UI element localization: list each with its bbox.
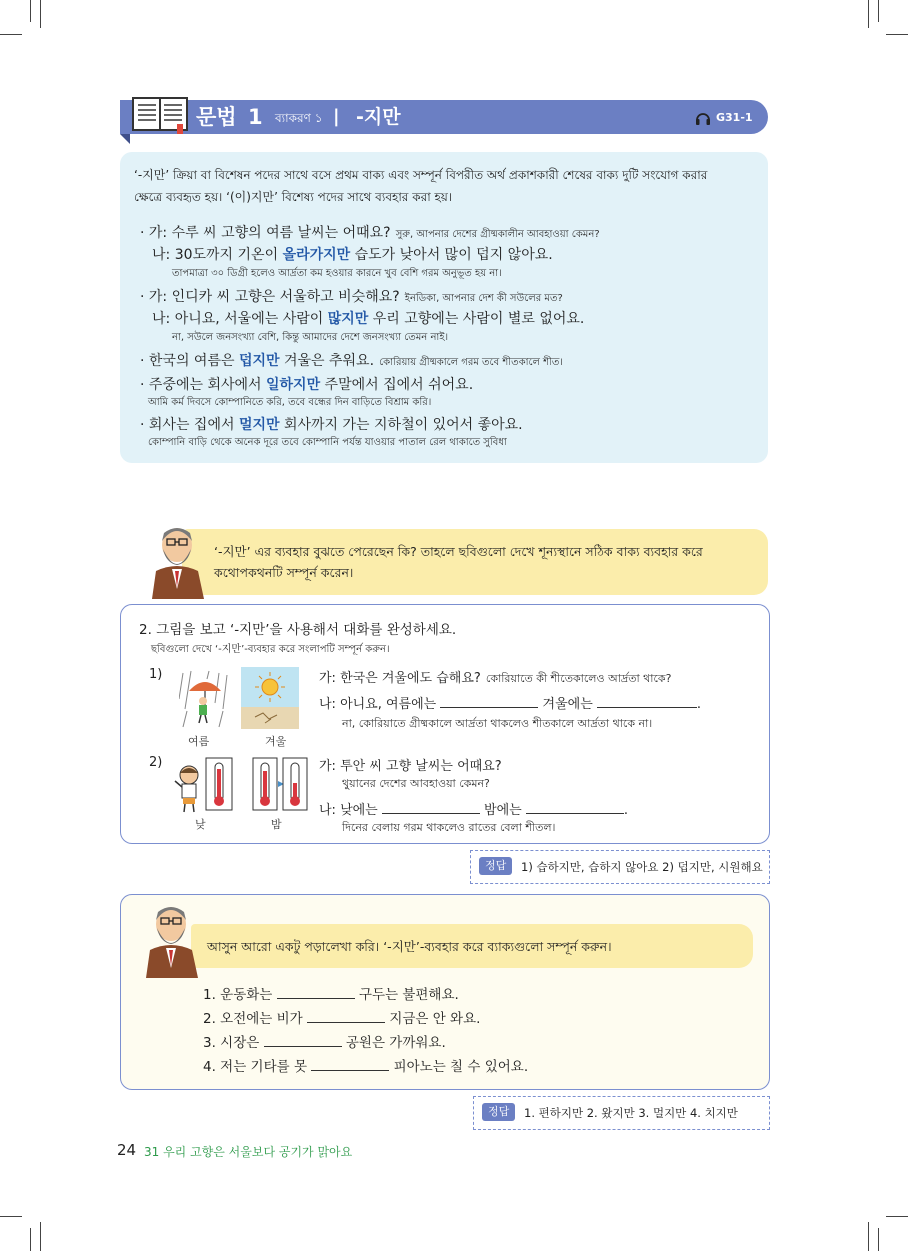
bubble-text: কথোপকথনটি সম্পূর্ন করেন। [214, 565, 354, 580]
blank-input[interactable] [382, 801, 480, 814]
image-label: 겨울 [265, 735, 287, 748]
practice-item: 2. 오전에는 비가 지금은 안 와요. [203, 1011, 481, 1027]
practice-box [120, 894, 770, 1090]
example-translation: তাপমাত্রা ৩০ ডিগ্রী হলেও আর্দ্রতা কম হওয়ার কারনে খুব বেশি গরম অনুভূত হয় না। [172, 268, 502, 279]
example-question: · 가: 인디카 씨 고향은 서울하고 비슷해요? ইনডিকা, আপনার দেশ কী সউলের মত? [140, 289, 563, 305]
exercise-title: 2. 그림을 보고 ‘-지만’을 사용해서 대화를 완성하세요. [139, 622, 457, 638]
blank-input[interactable] [264, 1034, 342, 1047]
example-translation: না, সউলে জনসংখ্যা বেশি, কিন্তু আমাদের দেশে জনসংখ্যা তেমন নাই। [172, 332, 449, 343]
answer-box [470, 850, 770, 884]
example-sentence: · 한국의 여름은 덥지만 겨울은 추워요. কোরিয়ায় গ্রীষ্মকালে গরম তবে শীতকালে শীত। [140, 353, 564, 369]
answer-tag: 정답 [479, 857, 512, 875]
example-question: · 가: 수루 씨 고향의 여름 날씨는 어때요? সুরু, আপনার দেশের গ্রীষ্মকালীন আবহাওয়া কেমন? [140, 225, 600, 241]
item-number: 1) [149, 667, 163, 682]
header-tail [120, 134, 130, 144]
dialogue-translation: দিনের বেলায় গরম থাকলেও রাতের বেলা শীতল। [342, 821, 556, 834]
practice-item: 3. 시장은 공원은 가까워요. [203, 1035, 446, 1051]
image-label: 여름 [188, 735, 210, 748]
dialogue-question: 가: 투안 씨 고향 날씨는 어때요? [319, 759, 502, 774]
blank-input[interactable] [526, 801, 624, 814]
audio-track-code: G31-1 [716, 111, 753, 124]
thermometer-cold-icon [252, 757, 308, 811]
image-label: 밤 [271, 818, 282, 831]
crop-mark [878, 0, 879, 22]
answer-box [473, 1096, 770, 1130]
crop-mark [868, 0, 869, 28]
practice-item: 4. 저는 기타를 못 피아노는 칠 수 있어요. [203, 1059, 529, 1075]
practice-item: 1. 운동화는 구두는 불편해요. [203, 987, 459, 1003]
example-answer: 나: 30도까지 기온이 올라가지만 습도가 낮아서 많이 덥지 않아요. [152, 247, 553, 263]
crop-mark [30, 1228, 31, 1251]
image-label: 낮 [195, 818, 206, 831]
dialogue-translation: না, কোরিয়াতে গ্রীষ্মকালে আর্দ্রতা থাকলেও শীতকালে আর্দ্রতা থাকে না। [342, 717, 653, 730]
blank-input[interactable] [311, 1058, 389, 1071]
bubble-text: ‘-지만’ এর ব্যবহার বুঝতে পেরেছেন কি? তাহলে ছবিগুলো দেখে শূন্যস্থানে সঠিক বাক্য ব্যবহার করে [214, 544, 703, 559]
exercise-box [120, 604, 770, 844]
bubble-text: আসুন আরো একটু পড়ালেখা করি। ‘-지만’-ব্যবহার করে ব্যাক্যগুলো সম্পূর্ন করুন। [207, 939, 612, 954]
crop-mark [0, 1216, 22, 1217]
blank-input[interactable] [307, 1010, 385, 1023]
dialogue-answer: 나: 낮에는 밤에는 . [319, 803, 628, 818]
headphones-icon[interactable] [695, 110, 711, 126]
example-translation: কোম্পানি বাড়ি থেকে অনেক দূরে তবে কোম্পানি পর্যন্ত যাওয়ার পাতাল রেল থাকাতে সুবিধা [148, 437, 507, 448]
dialogue-question: 가: 한국은 겨울에도 습해요? কোরিয়াতে কী শীতেকালেও আর্দ্রতা থাকে? [319, 671, 672, 686]
crop-mark [0, 34, 22, 35]
answer-text: 1. 편하지만 2. 왔지만 3. 멀지만 4. 치지만 [524, 1106, 738, 1120]
exercise-subtitle: ছবিগুলো দেখে ‘-지만’-ব্যবহার করে সংলাপটি সম্পূর্ন করুন। [151, 644, 390, 655]
crop-mark [30, 0, 31, 22]
crop-mark [878, 1228, 879, 1251]
example-sentence: · 주중에는 회사에서 일하지만 주말에서 집에서 쉬어요. [140, 377, 474, 393]
blank-input[interactable] [597, 695, 697, 708]
open-book-icon [131, 94, 189, 134]
blank-input[interactable] [277, 986, 355, 999]
item-number: 2) [149, 755, 163, 770]
answer-text: 1) 습하지만, 습하지 않아요 2) 덥지만, 시원해요 [521, 860, 763, 874]
thermometer-hot-icon [205, 757, 233, 811]
header-number: 1 [248, 105, 263, 129]
crop-mark [40, 0, 41, 28]
header-grammar: -지만 [356, 106, 401, 128]
grammar-explanation-box [120, 152, 768, 463]
example-answer: 나: 아니요, 서울에는 사람이 많지만 우리 고향에는 사람이 별로 없어요. [152, 311, 585, 327]
crop-mark [886, 34, 908, 35]
header-title: 문법 [196, 105, 237, 129]
answer-tag: 정답 [482, 1103, 515, 1121]
blank-input[interactable] [440, 695, 538, 708]
teacher-avatar-icon [146, 519, 208, 599]
header-separator: | [333, 106, 340, 127]
chapter-title: 31 우리 고향은 서울보다 공기가 맑아요 [144, 1145, 353, 1159]
example-sentence: · 회사는 집에서 멀지만 회사까지 가는 지하철이 있어서 좋아요. [140, 417, 523, 433]
crop-mark [886, 1216, 908, 1217]
intro-line: ‘-지만’ ক্রিয়া বা বিশেষন পদের সাথে বসে প্রথম বাক্য এবং সম্পূর্ন বিপরীত অর্থ প্রকাশকারী শেষের বাক্য দুটি সংযোগ করার [134, 168, 708, 182]
intro-line: ক্ষেত্রে ব্যবহৃত হয়। ‘(이)지만’ বিশেষ্য পদের সাথে ব্যবহার করা হয়। [134, 190, 453, 204]
dialogue-translation: থুয়ানের দেশের আবহাওয়া কেমন? [342, 777, 490, 790]
rain-umbrella-illustration [179, 669, 229, 729]
child-illustration [173, 763, 205, 813]
teacher-avatar-icon [140, 898, 202, 978]
header-bengali-label: ব্যাকরণ ১ [275, 111, 323, 125]
crop-mark [40, 1222, 41, 1251]
crop-mark [868, 1222, 869, 1251]
page-number: 24 [117, 1141, 137, 1159]
dry-sun-illustration [241, 667, 299, 729]
dialogue-answer: 나: 아니요, 여름에는 겨울에는 . [319, 697, 702, 712]
example-translation: আমি কর্ম দিবসে কোম্পানিতে করি, তবে বন্ধের দিন বাড়িতে বিশ্রাম করি। [148, 397, 432, 408]
